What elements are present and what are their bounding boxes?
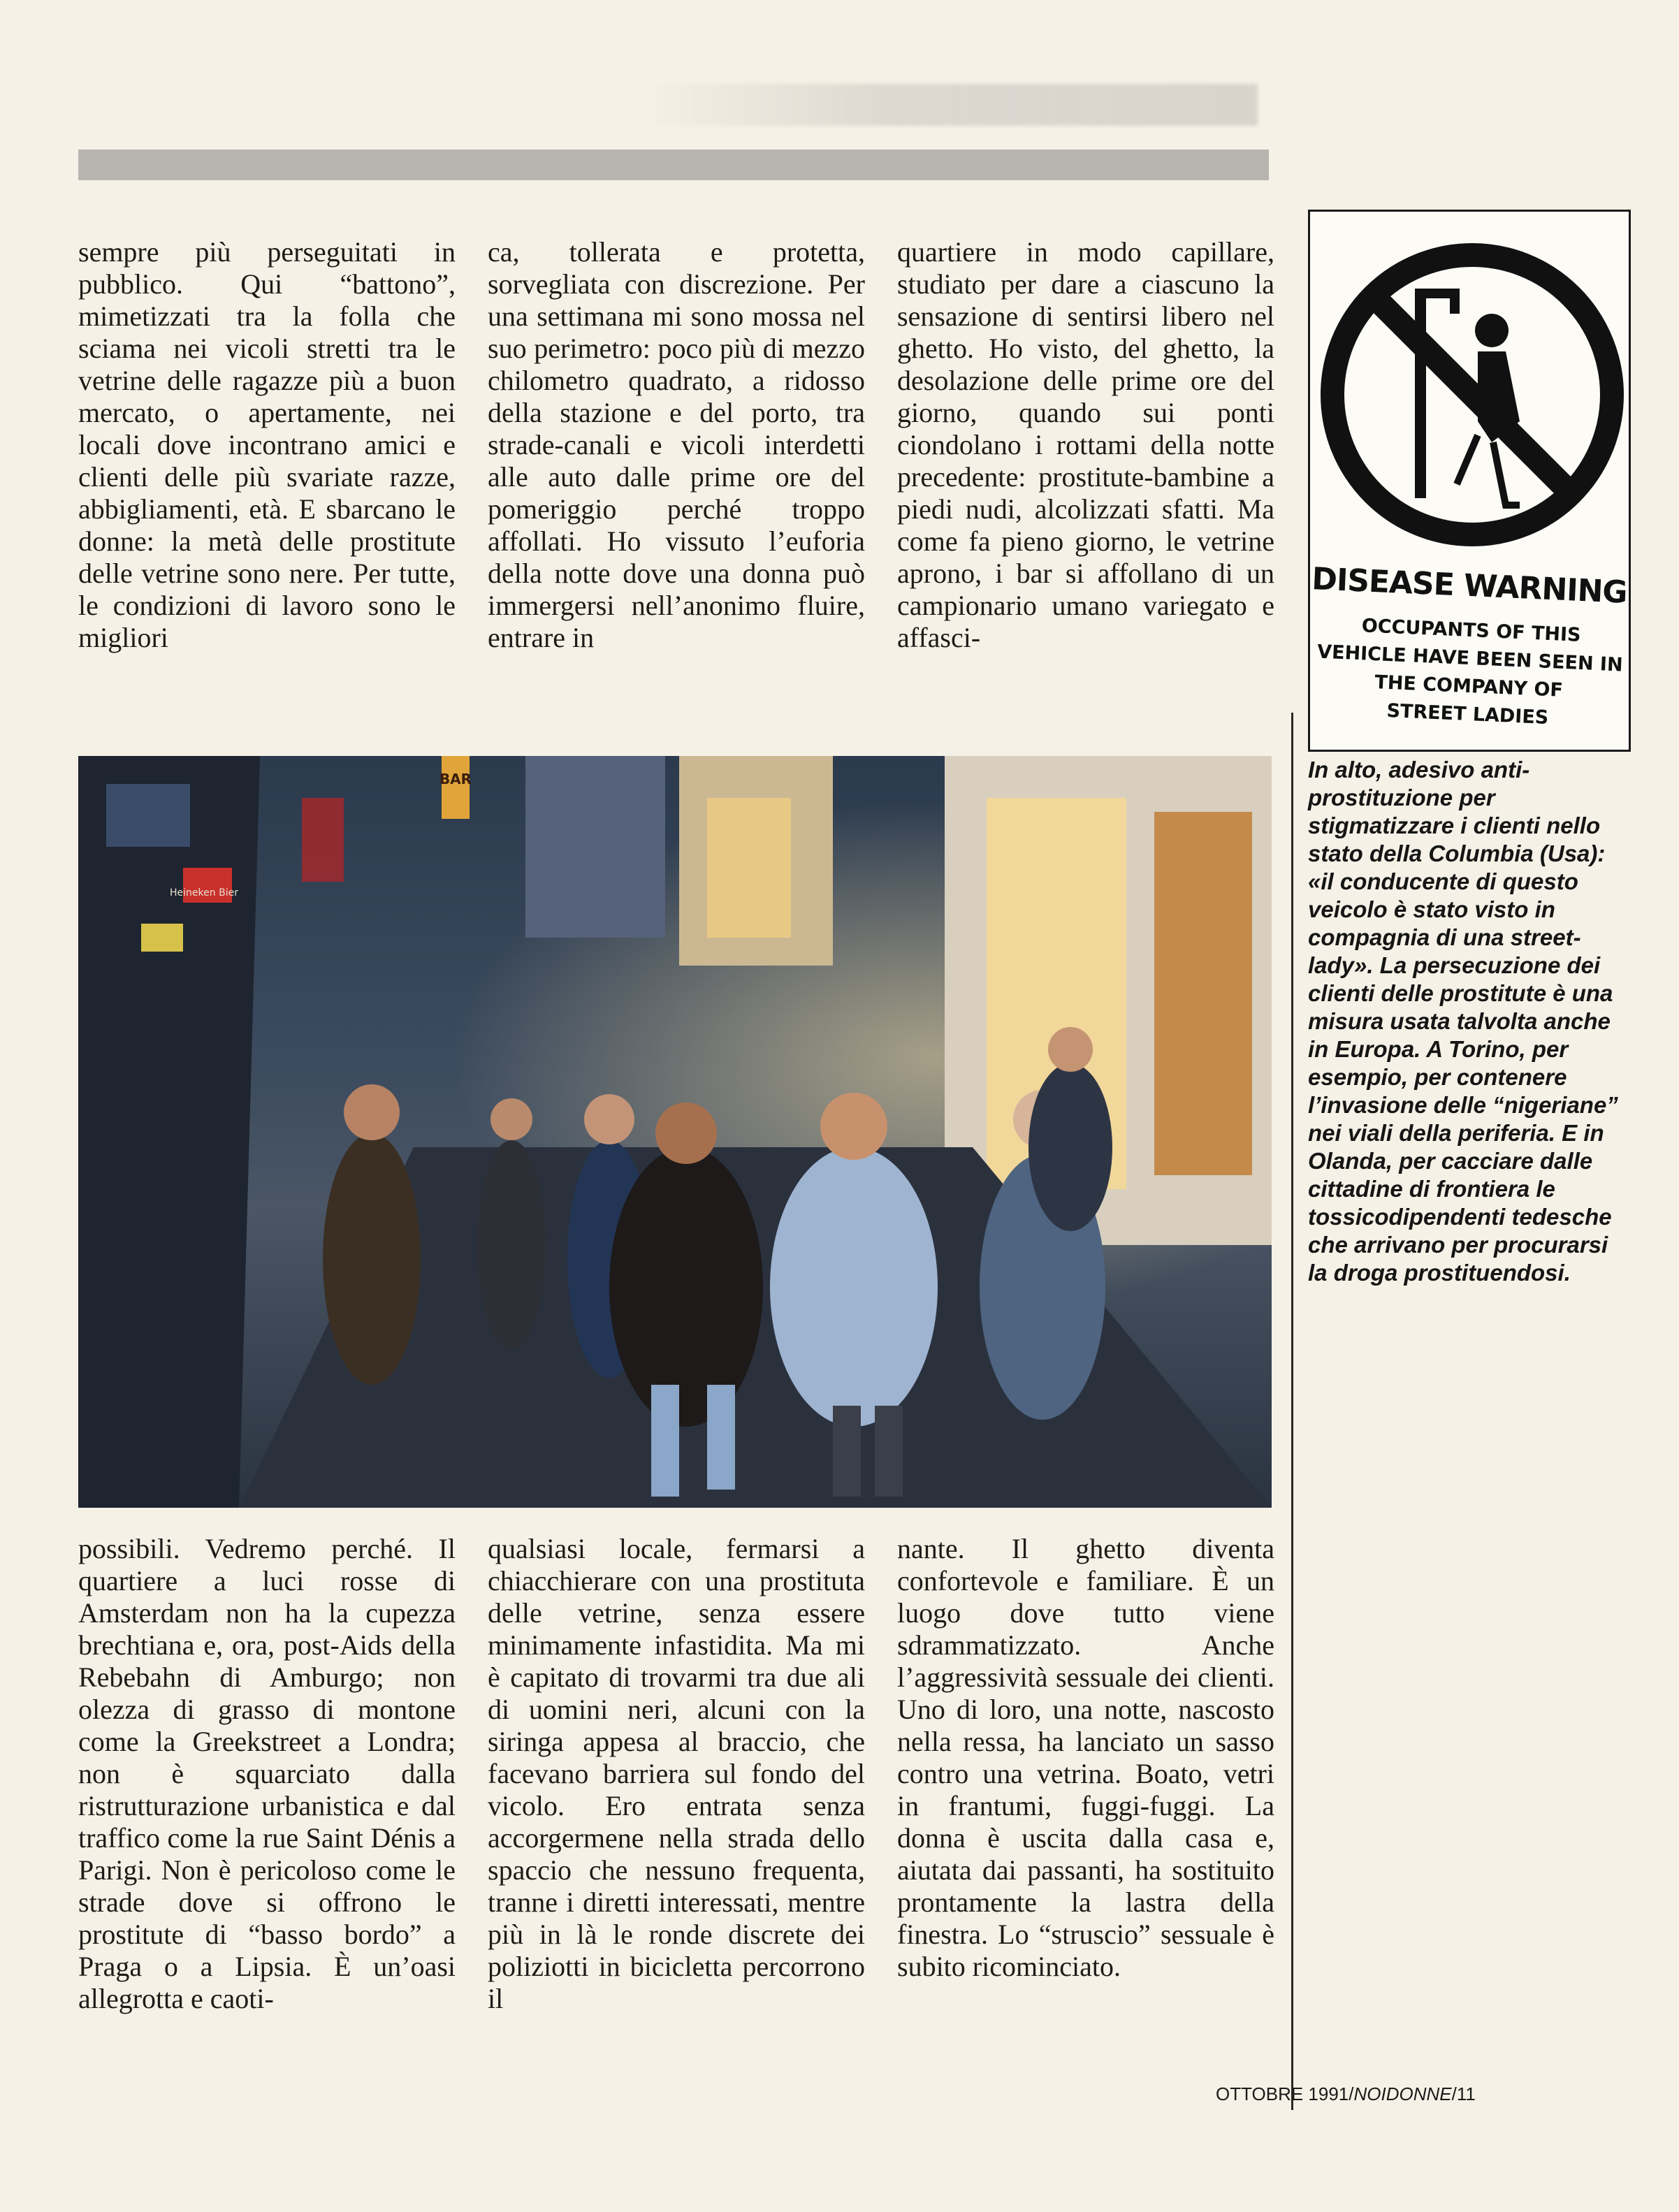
article-column-1: [78, 236, 456, 725]
heineken-sign-text: Heineken Bier: [170, 887, 238, 898]
paragraph: qualsiasi locale, fermarsi a chiacchierare con una prostituta delle vetrine, senza essere minimamente infastidita. Ma mi è capitato di trovarmi tra due ali di uomini neri, alcuni con la siringa appesa al braccio, che facevano barriera sul fondo del vicolo. Ero entrata senza accorgermene nella strada dello spaccio che nessuno frequenta, tranne i diretti interessati, mentre più in là le ronde discrete dei poliziotti in bicicletta percorrono il: [488, 1533, 865, 2014]
article-column-6: [897, 1533, 1274, 2092]
article-column-4: [78, 1533, 456, 2092]
photo-caption: In alto, adesivo anti-prostituzione per stigmatizzare i clienti nello stato della Columbia (Usa): «il conducente di questo veicolo è stato visto in compagnia di una street-lady». La persecuzione dei clienti delle prostitute è una misura usata talvolta anche in Europa. A Torino, per esempio, per contenere l’invasione delle “nigeriane” nei viali della periferia. E in Olanda, per cacciare dalle cittadine di frontiera le tossicodipendenti tedesche che arrivano per procurarsi la droga prostituendosi.: [1308, 757, 1618, 1286]
paragraph: possibili. Vedremo perché. Il quartiere a luci rosse di Amsterdam non ha la cupezza brechtiana e, ora, post-Aids della Rebebahn di Amburgo; non olezza di grasso di montone come la Greekstreet a Londra; non è squarciato dalla ristrutturazione urbanistica e dal traffico come la rue Saint Dénis a Parigi. Non è pericoloso come le strade dove si offrono le prostitute di “basso bordo” a Praga o a Lipsia. È un’oasi allegrotta e caoti-: [78, 1533, 456, 2014]
sidebar-divider: [1291, 713, 1293, 2110]
sticker-line: OCCUPANTS OF THIS: [1361, 615, 1582, 646]
faded-header-strip: [643, 84, 1258, 126]
street-scene-illustration: [78, 756, 1272, 1508]
no-prostitution-icon: [1310, 212, 1629, 561]
sticker-line: STREET LADIES: [1386, 699, 1549, 729]
sticker-title: DISEASE WARNING: [1311, 561, 1628, 611]
street-photo: [78, 756, 1272, 1508]
footer-date: OTTOBRE 1991/: [1216, 2083, 1354, 2104]
bar-sign-text: BAR: [439, 771, 472, 787]
article-column-2: [488, 236, 865, 725]
sticker-line: THE COMPANY OF: [1374, 671, 1564, 701]
article-column-3: [897, 236, 1274, 725]
article-column-5: [488, 1533, 865, 2092]
disease-warning-sticker: [1308, 210, 1631, 752]
paragraph: quartiere in modo capillare, studiato per dare a ciascuno la sensazione di sentirsi libero nel ghetto. Ho visto, del ghetto, la desolazione delle prime ore del giorno, quando sui ponti ciondolano i rottami della notte precedente: prostitute-bambine a piedi nudi, alcolizzati sfatti. Ma come fa pieno giorno, le vetrine aprono, i bar si affollano di un campionario umano variegato e affasci-: [897, 236, 1274, 653]
sticker-body: [1308, 610, 1631, 736]
paragraph: ca, tollerata e protetta, sorvegliata con discrezione. Per una settimana mi sono mossa nel suo perimetro: poco più di mezzo chilometro quadrato, a ridosso della stazione e del porto, tra strade-canali e vicoli interdetti alle auto dalle prime ore del pomeriggio perché troppo affollati. Ho vissuto l’euforia della notte dove una donna può immergersi nell’anonimo fluire, entrare in: [488, 236, 865, 653]
sticker-line: VEHICLE HAVE BEEN SEEN IN: [1316, 641, 1624, 676]
footer-magazine: NOIDONNE: [1353, 2083, 1452, 2104]
paragraph: nante. Il ghetto diventa confortevole e familiare. È un luogo dove tutto viene sdrammatizzato. Anche l’aggressività sessuale dei clienti. Uno di loro, una notte, nascosto nella ressa, ha lanciato un sasso contro una vetrina. Boato, vetri in frantumi, fuggi-fuggi. La donna è uscita dalla casa e, aiutata dai passanti, ha sostituito prontamente la lastra della finestra. Lo “struscio” sessuale è subito ricominciato.: [897, 1533, 1274, 1982]
paragraph: sempre più perseguitati in pubblico. Qui “battono”, mimetizzati tra la folla che sciama nei vicoli stretti tra le vetrine delle ragazze più a buon mercato, o apertamente, nei locali dove incontrano amici e clienti delle più svariate razze, abbigliamenti, età. E sbarcano le donne: la metà delle prostitute delle vetrine sono nere. Per tutte, le condizioni di lavoro sono le migliori: [78, 236, 456, 653]
footer-page-number: /11: [1451, 2083, 1476, 2104]
page-footer: [1216, 2083, 1476, 2105]
header-gray-band: [78, 150, 1269, 180]
